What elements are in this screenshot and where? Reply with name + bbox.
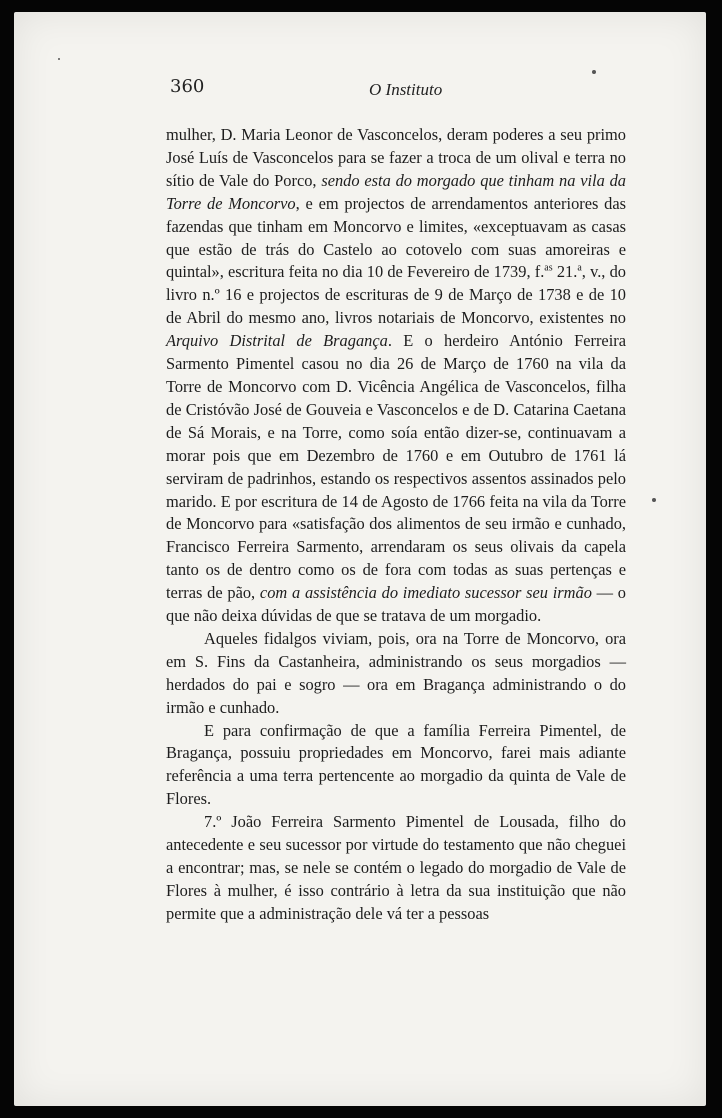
- paragraph: [166, 811, 626, 926]
- speck: [58, 58, 60, 60]
- italic-text: Arquivo Distrital de Bragança: [166, 331, 388, 351]
- text-run: , e em projectos de arrendamentos anteriores das fazendas que tinham em Moncorvo e limites, «exceptuavam as casas que estão de trás do Castelo ao cotovelo com suas amoreiras e quintal», escritura feita no dia 10 de Fevereiro de 1739, f.: [166, 193, 627, 282]
- text-run: , v., do livro n.º 16 e projectos de escrituras de 9 de Março de 1738 e de 10 de Abril do mesmo ano, livros notariais de Moncorvo, existentes no: [166, 262, 626, 328]
- running-title: O Instituto: [369, 80, 443, 99]
- text-run: mulher, D. Maria Leonor de Vasconcelos, deram poderes a seu primo José Luís de Vasconcelos para se fazer a troca de um olival e terra no sítio de Vale do Porco,: [166, 125, 626, 190]
- paragraph: [166, 628, 626, 720]
- paragraph: [166, 720, 626, 812]
- text-run: . E o herdeiro António Ferreira Sarmento Pimentel casou no dia 26 de Março de 1760 na vila da Torre de Moncorvo com D. Vicência Angélica de Vasconcelos, filha de Cristóvão José de Gouveia e Vasconcelos e de D. Catarina Caetana de Sá Morais, e na Torre, como soía então dizer-se, continuavam a morar pois que em Dezembro de 1760 e em Outubro de 1761 lá serviram de padrinhos, estando os respectivos assentos assinados pelo marido. E por escritura de 14 de Agosto de 1766 feita na vila da Torre de Moncorvo para «satisfação dos alimentos de seu irmão e cunhado, Francisco Ferreira Sarmento, arrendaram os seus olivais da capela tanto os de dentro como os de fora com todas as suas pertenças e terras de pão,: [166, 331, 626, 603]
- superscript: as: [544, 262, 553, 274]
- superscript: a: [577, 262, 582, 274]
- text-run: E para confirmação de que a família Ferreira Pimentel, de Bragança, possuiu propriedades em Moncorvo, farei mais adiante referência a uma terra pertencente ao morgadio da quinta de Vale de Flores.: [166, 720, 626, 809]
- text-run: 21.: [552, 262, 578, 282]
- italic-text: sendo esta do morgado que tinham na vila da Torre de Moncorvo: [166, 170, 627, 213]
- paragraph: [166, 124, 626, 628]
- page-number: 360: [170, 76, 205, 97]
- text-run: 7.º João Ferreira Sarmento Pimentel de Lousada, filho do antecedente e seu sucessor por virtude do testamento que não cheguei a encontrar; mas, se nele se contém o legado do morgadio de Vale de Flores à mulher, é isso contrário à letra da sua instituição que não permite que a administração dele vá ter a pessoas: [166, 812, 626, 923]
- text-run: — o que não deixa dúvidas de que se tratava de um morgadio.: [166, 583, 626, 626]
- speck: [652, 498, 656, 502]
- speck: [592, 70, 596, 74]
- body-text: [166, 124, 626, 926]
- text-run: Aqueles fidalgos viviam, pois, ora na Torre de Moncorvo, ora em S. Fins da Castanheira, administrando os seus morgadios — herdados do pai e sogro — ora em Bragança administrando o do irmão e cunhado.: [166, 628, 626, 717]
- italic-text: com a assistência do imediato sucessor seu irmão: [259, 583, 592, 603]
